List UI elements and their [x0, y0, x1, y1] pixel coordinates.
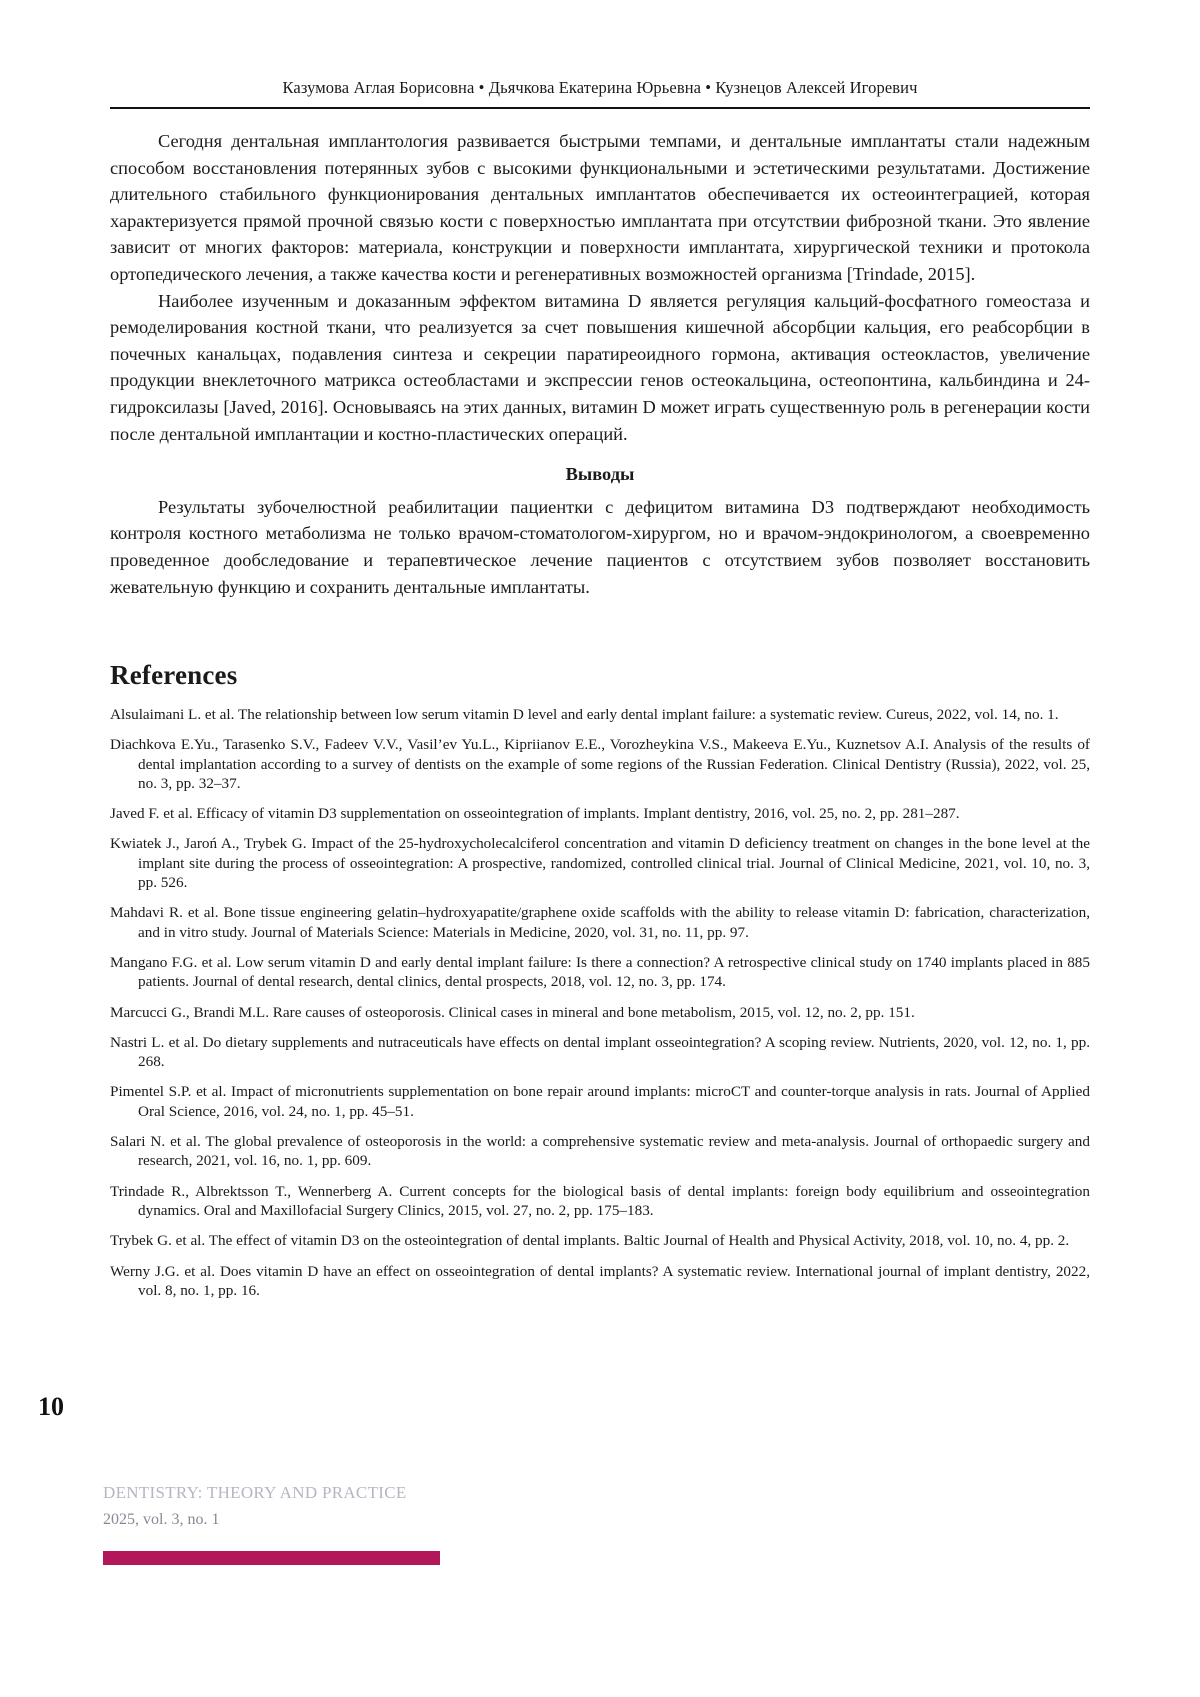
- reference-item: Diachkova E.Yu., Tarasenko S.V., Fadeev V.V., Vasil’ev Yu.L., Kipriianov E.E., Vorozheykina V.S., Makeeva E.Yu., Kuznetsov A.I. Analysis of the results of dental implantation according to a survey of dentists on the example of some regions of the Russian Federation. Clinical Dentistry (Russia), 2022, vol. 25, no. 3, pp. 32–37.: [110, 736, 1090, 792]
- reference-item: Mangano F.G. et al. Low serum vitamin D and early dental implant failure: Is there a connection? A retrospective clinical study on 1740 implants placed in 885 patients. Journal of dental research, dental clinics, dental prospects, 2018, vol. 12, no. 3, pp. 174.: [110, 953, 1090, 991]
- reference-item: Trindade R., Albrektsson T., Wennerberg A. Current concepts for the biological basis of dental implants: foreign body equilibrium and osseointegration dynamics. Oral and Maxillofacial Surgery Clinics, 2015, vol. 27, no. 2, pp. 175–183.: [110, 1182, 1090, 1219]
- references-list: [110, 705, 1090, 1311]
- conclusion-paragraph: Результаты зубочелюстной реабилитации пациентки с дефицитом витамина D3 подтверждают необходимость контроля костного метаболизма не только врачом-стоматологом-хирургом, но и врачом-эндокринологом, а своевременно проведенное дообследование и терапевтическое лечение пациентов с отсутствием зубов позволяет восстановить жевательную функцию и сохранить дентальные имплантаты.: [110, 496, 1090, 597]
- footer-accent-bar: [103, 1551, 440, 1565]
- reference-item: Salari N. et al. The global prevalence of osteoporosis in the world: a comprehensive systematic review and meta-analysis. Journal of orthopaedic surgery and research, 2021, vol. 16, no. 1, pp. 609.: [110, 1133, 1090, 1170]
- paragraph-2: Наиболее изученным и доказанным эффектом витамина D является регуляция кальций-фосфатного гомеостаза и ремоделирования костной ткани, что реализуется за счет повышения кишечной абсорбции кальция, его реабсорбции в почечных канальцах, подавления синтеза и секреции паратиреоидного гормона, активация остеокластов, увеличение продукции внеклеточного матрикса остеобластами и экспрессии генов остеокальцина, остеопонтина, кальбиндина и 24-гидроксилазы [Javed, 2016]. Основываясь на этих данных, витамин D может играть существенную роль в регенерации кости после дентальной имплантации и костно-пластических операций.: [110, 290, 1090, 444]
- footer-issue-info: 2025, vol. 3, no. 1: [103, 1511, 220, 1528]
- reference-item: Kwiatek J., Jaroń A., Trybek G. Impact of the 25-hydroxycholecalciferol concentration and vitamin D deficiency treatment on changes in the bone level at the implant site during the process of osseointegration: A prospective, randomized, controlled clinical trial. Journal of Clinical Medicine, 2021, vol. 10, no. 3, pp. 526.: [110, 835, 1090, 892]
- paragraph-1: Сегодня дентальная имплантология развивается быстрыми темпами, и дентальные имплантаты стали надежным способом восстановления потерянных зубов с высокими функциональными и эстетическими результатами. Достижение длительного стабильного функционирования дентальных имплантатов обеспечивается их остеоинтеграцией, которая характеризуется прямой прочной связью кости с поверхностью имплантата при отсутствии фиброзной ткани. Это явление зависит от многих факторов: материала, конструкции и поверхности имплантата, хирургической техники и протокола ортопедического лечения, а также качества кости и регенеративных возможностей организма [Trindade, 2015].: [110, 131, 1090, 284]
- conclusion-heading: Выводы: [565, 464, 635, 485]
- body-text-area: [110, 128, 1090, 600]
- reference-item: Javed F. et al. Efficacy of vitamin D3 supplementation on osseointegration of implants. Implant dentistry, 2016, vol. 25, no. 2, pp. 281–287.: [110, 805, 960, 823]
- running-head-rule: [110, 107, 1090, 109]
- references-heading: References: [110, 660, 238, 690]
- reference-item: Mahdavi R. et al. Bone tissue engineering gelatin–hydroxyapatite/graphene oxide scaffolds with the ability to release vitamin D: fabrication, characterization, and in vitro study. Journal of Materials Science: Materials in Medicine, 2020, vol. 31, no. 11, pp. 97.: [110, 904, 1090, 941]
- footer-journal-title: DENTISTRY: THEORY AND PRACTICE: [103, 1483, 407, 1502]
- reference-item: Nastri L. et al. Do dietary supplements and nutraceuticals have effects on dental implant osseointegration? A scoping review. Nutrients, 2020, vol. 12, no. 1, pp. 268.: [110, 1033, 1090, 1071]
- reference-item: Werny J.G. et al. Does vitamin D have an effect on osseointegration of dental implants? A systematic review. International journal of implant dentistry, 2022, vol. 8, no. 1, pp. 16.: [110, 1262, 1090, 1299]
- reference-item: Trybek G. et al. The effect of vitamin D3 on the osteointegration of dental implants. Baltic Journal of Health and Physical Activity, 2018, vol. 10, no. 4, pp. 2.: [110, 1232, 1070, 1250]
- reference-item: Marcucci G., Brandi M.L. Rare causes of osteoporosis. Clinical cases in mineral and bone metabolism, 2015, vol. 12, no. 2, pp. 151.: [110, 1003, 915, 1021]
- reference-item: Alsulaimani L. et al. The relationship between low serum vitamin D level and early dental implant failure: a systematic review. Cureus, 2022, vol. 14, no. 1.: [110, 706, 1059, 723]
- running-head: Казумова Аглая Борисовна • Дьячкова Екатерина Юрьевна • Кузнецов Алексей Игоревич: [282, 78, 918, 97]
- page-number: 10: [38, 1392, 64, 1421]
- reference-item: Pimentel S.P. et al. Impact of micronutrients supplementation on bone repair around implants: microCT and counter-torque analysis in rats. Journal of Applied Oral Science, 2016, vol. 24, no. 1, pp. 45–51.: [110, 1083, 1090, 1120]
